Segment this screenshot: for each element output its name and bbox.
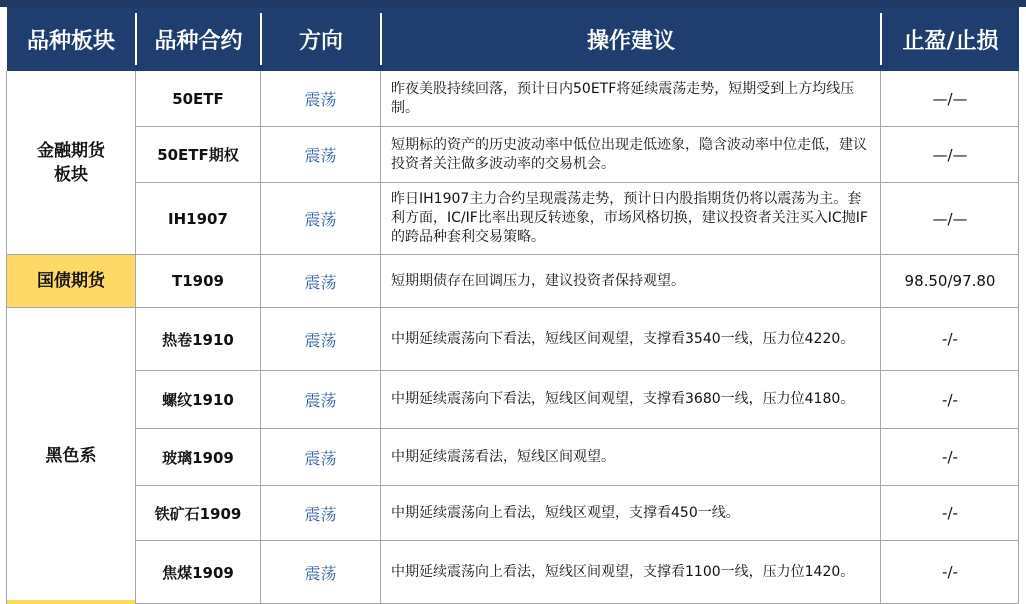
header-stop: 止盈/止损 xyxy=(902,28,999,54)
header-sector: 品种板块 xyxy=(26,28,115,54)
advice-cell: 中期延续震荡看法，短线区间观望。 xyxy=(391,448,615,465)
sector-financial-line1: 金融期货 xyxy=(37,140,105,161)
advice-cell: 昨夜美股持续回落，预计日内50ETF将延续震荡走势，短期受到上方均线压制。 xyxy=(391,80,855,116)
stop-cell: —/— xyxy=(932,145,968,164)
stop-cell: -/- xyxy=(942,330,958,348)
advice-cell: 中期延续震荡向上看法，短线区观望，支撑看450一线。 xyxy=(391,504,740,521)
table-body xyxy=(7,71,1019,604)
contract-cell: 螺纹1910 xyxy=(162,391,234,409)
header-advice: 操作建议 xyxy=(586,28,675,54)
direction-cell: 震荡 xyxy=(304,272,337,292)
advice-cell: 昨日IH1907主力合约呈现震荡走势，预计日内股指期货仍将以震荡为主。套利方面，IC/IF比率出现反转迹象，市场风格切换，建议投资者关注买入IC抛IF的跨品种套利交易策略。 xyxy=(391,191,868,245)
advice-cell: 短期期债存在回调压力，建议投资者保持观望。 xyxy=(391,272,685,289)
advice-cell: 中期延续震荡向上看法，短线区间观望，支撑看1100一线，压力位1420。 xyxy=(391,563,855,580)
direction-cell: 震荡 xyxy=(304,504,337,524)
direction-cell: 震荡 xyxy=(304,330,337,350)
sector-financial xyxy=(7,71,135,254)
sector-bond: 国债期货 xyxy=(7,255,135,307)
table-header xyxy=(7,7,1019,71)
stop-cell: -/- xyxy=(942,390,958,409)
bottom-highlight xyxy=(7,600,135,604)
contract-cell: 50ETF期权 xyxy=(157,146,239,164)
direction-cell: 震荡 xyxy=(304,391,337,410)
header-contract: 品种合约 xyxy=(154,28,243,54)
advice-cell: 短期标的资产的历史波动率中低位出现走低迹象，隐含波动率中位走低，建议投资者关注做多波动率的交易机会。 xyxy=(391,136,867,172)
contract-cell: 铁矿石1909 xyxy=(154,504,242,523)
header-direction: 方向 xyxy=(298,28,343,54)
advice-cell: 中期延续震荡向下看法，短线区间观望，支撑看3680一线，压力位4180。 xyxy=(391,391,855,407)
direction-cell: 震荡 xyxy=(304,563,337,583)
contract-cell: 热卷1910 xyxy=(162,330,234,349)
contract-cell: 玻璃1909 xyxy=(162,448,234,467)
sector-financial-line2: 板块 xyxy=(54,164,88,185)
sector-black: 黑色系 xyxy=(45,445,97,466)
contract-cell: IH1907 xyxy=(168,209,228,228)
top-border xyxy=(0,0,1026,7)
direction-cell: 震荡 xyxy=(304,448,337,468)
stop-cell: -/- xyxy=(942,448,958,466)
stop-cell: 98.50/97.80 xyxy=(904,272,996,290)
direction-cell: 震荡 xyxy=(304,90,337,109)
contract-cell: 50ETF xyxy=(172,89,224,108)
stop-cell: —/— xyxy=(932,209,968,228)
contract-cell: T1909 xyxy=(172,272,224,290)
direction-cell: 震荡 xyxy=(304,146,337,165)
stop-cell: -/- xyxy=(942,504,958,522)
direction-cell: 震荡 xyxy=(304,210,337,229)
contract-cell: 焦煤1909 xyxy=(162,563,234,582)
advice-cell: 中期延续震荡向下看法，短线区间观望，支撑看3540一线，压力位4220。 xyxy=(391,330,855,347)
stop-cell: —/— xyxy=(932,89,968,108)
stop-cell: -/- xyxy=(942,563,958,581)
